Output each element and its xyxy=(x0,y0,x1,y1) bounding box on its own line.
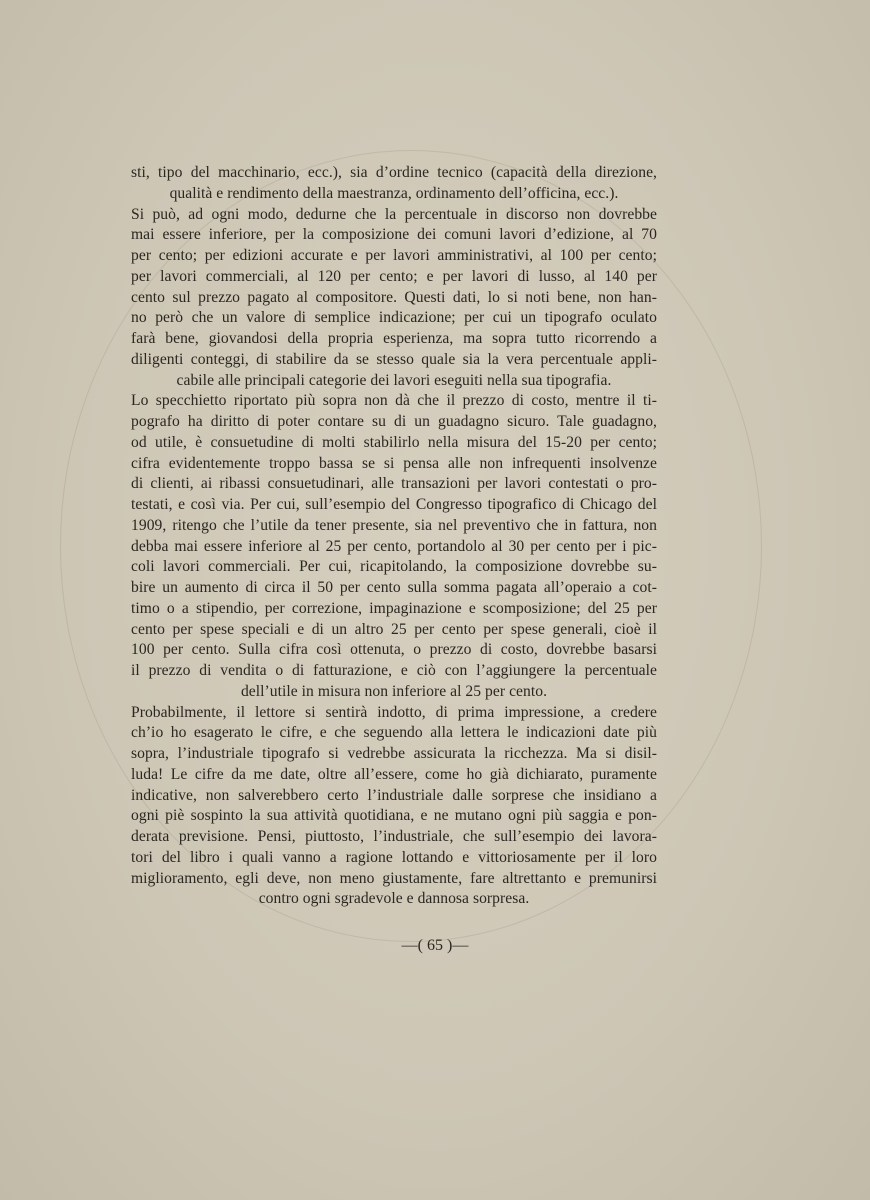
text-line: no però che un valore di semplice indicazione; per cui un tipografo oculato xyxy=(131,309,657,327)
text-line: ch’io ho esagerato le cifre, e che seguendo alla lettera le indicazioni date più xyxy=(131,724,657,742)
text-line: cento per spese speciali e di un altro 25 per cento per spese generali, cioè il xyxy=(131,620,657,638)
text-line: per cento; per edizioni accurate e per lavori amministrativi, al 100 per cento; xyxy=(131,247,657,264)
text-line: debba mai essere inferiore al 25 per cento, portandolo al 30 per cento per i pic- xyxy=(131,537,657,555)
body-text xyxy=(131,163,657,910)
text-line: tori del libro i quali vanno a ragione lottando e vittoriosamente per il loro xyxy=(131,848,657,866)
text-line: cabile alle principali categorie dei lavori eseguiti nella sua tipografia. xyxy=(176,371,612,389)
text-line: luda! Le cifre da me date, oltre all’essere, come ho già dichiarato, puramente xyxy=(131,765,657,783)
text-line: miglioramento, egli deve, non meno giustamente, fare altrettanto e premunirsi xyxy=(131,869,657,887)
text-line: Si può, ad ogni modo, dedurne che la percentuale in discorso non dovrebbe xyxy=(131,205,657,223)
text-line: sti, tipo del macchinario, ecc.), sia d’ordine tecnico (capacità della direzione, xyxy=(131,164,657,181)
text-line: il prezzo di vendita o di fatturazione, e ciò con l’aggiungere la percentuale xyxy=(131,662,657,679)
text-line: per lavori commerciali, al 120 per cento; e per lavori di lusso, al 140 per xyxy=(131,267,657,285)
text-line: od utile, è consuetudine di molti stabilirlo nella misura del 15-20 per cento; xyxy=(131,433,657,451)
text-line: derata previsione. Pensi, piuttosto, l’industriale, che sull’esempio dei lavora- xyxy=(131,828,657,845)
text-line: cento sul prezzo pagato al compositore. Questi dati, lo si noti bene, non han- xyxy=(131,288,657,306)
text-line: farà bene, giovandosi della propria esperienza, ma sopra tutto ricorrendo a xyxy=(131,330,657,347)
text-line: mai essere inferiore, per la composizione dei comuni lavori d’edizione, al 70 xyxy=(131,226,657,244)
text-line: Lo specchietto riportato più sopra non dà che il prezzo di costo, mentre il ti- xyxy=(131,392,657,410)
text-line: cifra evidentemente troppo bassa se si pensa alle non infrequenti insolvenze xyxy=(131,454,657,472)
text-line: 100 per cento. Sulla cifra così ottenuta, o prezzo di costo, dovrebbe basarsi xyxy=(131,641,657,659)
page-number: —( 65 )— xyxy=(401,937,469,954)
text-line: sopra, l’industriale tipografo si vedrebbe assicurata la ricchezza. Ma si disil- xyxy=(131,745,657,762)
text-line: bire un aumento di circa il 50 per cento sulla somma pagata all’operaio a cot- xyxy=(131,579,657,596)
text-line: di clienti, ai ribassi consuetudinari, alle transazioni per lavori contestati o pro- xyxy=(131,475,657,493)
text-line: timo o a stipendio, per correzione, impaginazione e scomposizione; del 25 per xyxy=(131,599,657,617)
text-line: contro ogni sgradevole e dannosa sorpresa. xyxy=(258,890,530,908)
text-line: dell’utile in misura non inferiore al 25 per cento. xyxy=(240,682,548,700)
text-line: testati, e così via. Per cui, sull’esempio del Congresso tipografico di Chicago del xyxy=(131,496,657,513)
text-line: diligenti conteggi, di stabilire da se stesso quale sia la vera percentuale appli- xyxy=(131,350,657,368)
text-line: ogni piè sospinto la sua attività quotidiana, e ne mutano ogni più saggia e pon- xyxy=(131,807,657,825)
text-line: pografo ha diritto di poter contare su di un guadagno sicuro. Tale guadagno, xyxy=(131,413,657,430)
text-line: indicative, non salverebbero certo l’industriale dalle sorprese che insidiano a xyxy=(131,786,657,804)
text-line: Probabilmente, il lettore si sentirà indotto, di prima impressione, a credere xyxy=(131,703,657,721)
text-line: qualità e rendimento della maestranza, ordinamento dell’officina, ecc.). xyxy=(169,184,619,202)
text-line: coli lavori commerciali. Per cui, ricapitolando, la composizione dovrebbe su- xyxy=(131,558,657,576)
text-line: 1909, ritengo che l’utile da tener presente, sia nel preventivo che in fattura, non xyxy=(131,516,657,534)
